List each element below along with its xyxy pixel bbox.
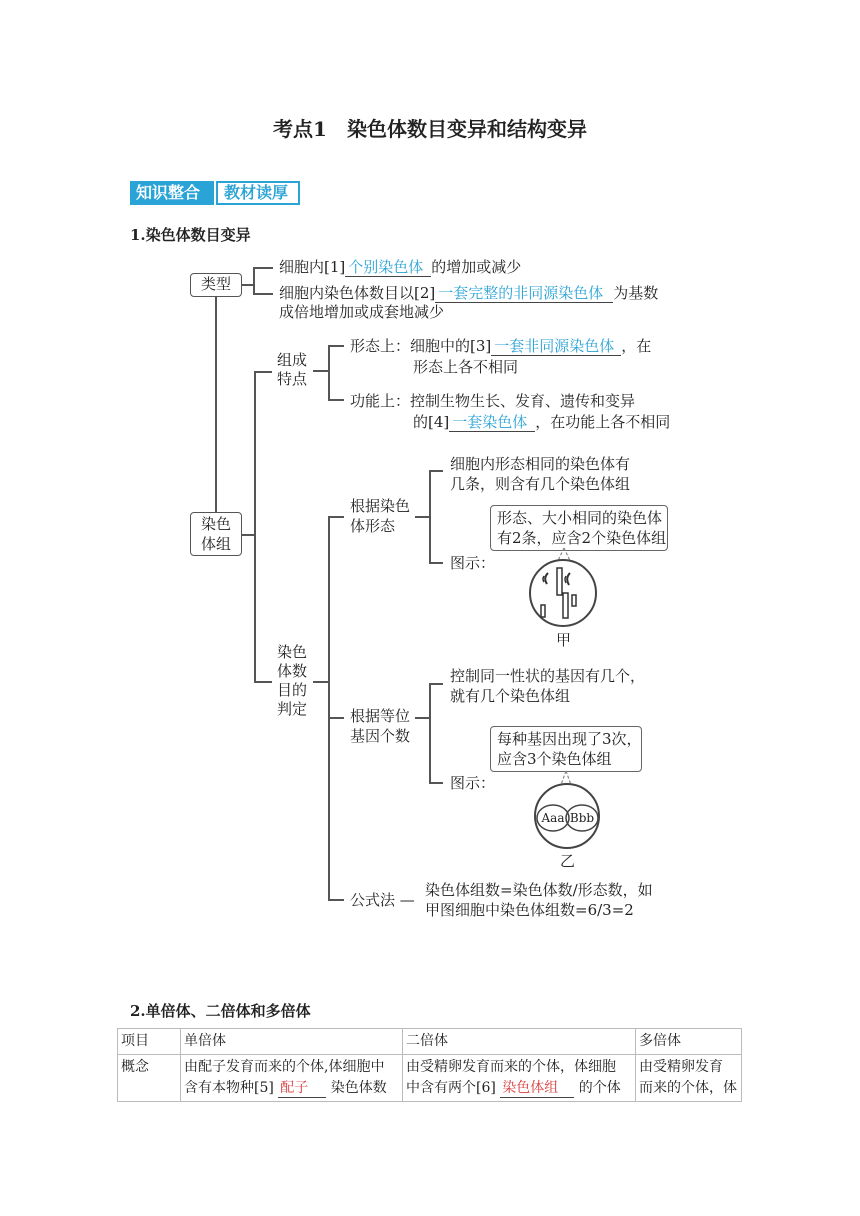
connector-line <box>429 470 431 564</box>
table-header-cell: 项目 <box>118 1029 181 1055</box>
morphology-pre: 形态上：细胞中的[3] <box>350 337 492 355</box>
connector-line <box>429 683 443 685</box>
morphology-line-1 <box>350 336 651 356</box>
diploid-post: 的个体 <box>578 1080 621 1096</box>
connector-line <box>328 717 344 719</box>
connector-line <box>241 534 254 536</box>
by-allele-label <box>350 706 410 746</box>
function-pre: 的[4] <box>413 413 450 431</box>
by-shape-label-2: 体形态 <box>350 517 396 535</box>
function-line-2 <box>413 412 670 432</box>
cell-a-label: 甲 <box>556 631 572 649</box>
type-line-3: 成倍地增加或成套地减少 <box>279 303 445 321</box>
formula-line-1: 染色体组数=染色体数/形态数，如 <box>425 881 653 899</box>
cell-a-diagram <box>520 545 610 627</box>
connector-line <box>313 681 329 683</box>
blank-2: 一套完整的非同源染色体 <box>435 284 613 303</box>
tag-knowledge: 知识整合 <box>130 181 214 205</box>
diploid-line-2 <box>406 1078 632 1099</box>
cell-b-label: 乙 <box>560 852 576 870</box>
judgement-label-2: 体数 <box>277 662 308 680</box>
connector-line <box>328 516 344 518</box>
type-line-1-post: 的增加或减少 <box>431 258 522 276</box>
polyploid-line-2: 而来的个体，体 <box>639 1080 737 1096</box>
blank-4: 一套染色体 <box>449 413 535 432</box>
connector-line <box>328 345 330 400</box>
chromosome-set-box-line2: 体组 <box>200 535 231 553</box>
formula-text <box>425 880 653 920</box>
shape-callout-1: 形态、大小相同的染色体 <box>497 509 663 527</box>
table-header-cell: 单倍体 <box>181 1029 403 1055</box>
ploidy-table <box>117 1028 742 1102</box>
morphology-post: ，在 <box>621 337 652 355</box>
diploid-pre: 中含有两个[6] <box>406 1080 496 1096</box>
judgement-label-1: 染色 <box>277 643 308 661</box>
table-header-cell: 多倍体 <box>636 1029 742 1055</box>
judgement-label-3: 目的 <box>277 681 308 699</box>
connector-line <box>254 681 272 683</box>
by-allele-label-1: 根据等位 <box>350 707 411 725</box>
table-row <box>118 1055 742 1102</box>
by-shape-label <box>350 496 410 536</box>
table-header-row <box>118 1029 742 1055</box>
connector-line <box>328 516 330 900</box>
formula-line-2: 甲图细胞中染色体组数=6/3=2 <box>425 901 634 919</box>
connector-line <box>328 399 344 401</box>
connector-line <box>253 293 273 295</box>
type-line-2-post: 为基数 <box>613 284 659 302</box>
connector-line <box>415 717 430 719</box>
type-line-1 <box>279 257 521 277</box>
section1-heading: 1.染色体数目变异 <box>130 226 251 244</box>
haploid-post: 染色体数 <box>330 1080 387 1096</box>
polyploid-cell <box>636 1055 742 1102</box>
blank-5: 配子 <box>278 1079 326 1098</box>
connector-line <box>253 267 273 269</box>
blank-1: 个别染色体 <box>345 258 431 277</box>
row-label: 概念 <box>118 1055 181 1102</box>
haploid-line-1: 由配子发育而来的个体,体细胞中 <box>184 1059 385 1075</box>
shape-rule-1: 细胞内形态相同的染色体有 <box>450 455 631 473</box>
shape-callout-2: 有2条，应含2个染色体组 <box>497 529 667 547</box>
allele-rule-2: 就有几个染色体组 <box>450 687 571 705</box>
haploid-pre: 含有本物种[5] <box>184 1080 274 1096</box>
page-title: 考点1 染色体数目变异和结构变异 <box>273 117 587 141</box>
type-line-2 <box>279 283 658 303</box>
section2-heading: 2.单倍体、二倍体和多倍体 <box>130 1002 311 1020</box>
composition-label <box>277 351 307 389</box>
allele-rule-1: 控制同一性状的基因有几个， <box>450 667 646 685</box>
diagram-label-1: 图示： <box>450 554 496 572</box>
diagram-label-2: 图示： <box>450 774 496 792</box>
judgement-label <box>277 643 307 719</box>
by-allele-label-2: 基因个数 <box>350 727 411 745</box>
judgement-label-4: 判定 <box>277 700 308 718</box>
function-post: ，在功能上各不相同 <box>535 413 671 431</box>
diploid-line-1: 由受精卵发育而来的个体，体细胞 <box>406 1059 616 1075</box>
diploid-cell <box>403 1055 636 1102</box>
type-line-2-pre: 细胞内染色体数目以[2] <box>279 284 436 302</box>
connector-line <box>429 470 443 472</box>
connector-line <box>429 782 443 784</box>
table-header-cell: 二倍体 <box>403 1029 636 1055</box>
connector-line <box>429 683 431 784</box>
type-line-1-pre: 细胞内[1] <box>279 258 346 276</box>
connector-line <box>415 516 430 518</box>
tag-textbook: 教材读厚 <box>216 181 300 205</box>
connector-line <box>313 370 329 372</box>
blank-3: 一套非同源染色体 <box>491 337 621 356</box>
function-line-1: 功能上：控制生物生长、发育、遗传和变异 <box>350 392 636 410</box>
composition-label-2: 特点 <box>277 370 308 388</box>
chromosome-set-box <box>190 512 242 556</box>
connector-line <box>429 562 443 564</box>
allele-callout-1: 每种基因出现了3次， <box>497 730 642 748</box>
connector-line <box>241 284 253 286</box>
connector-line <box>328 345 344 347</box>
allele-callout <box>490 726 642 772</box>
connector-line <box>328 899 344 901</box>
haploid-line-2 <box>184 1078 399 1099</box>
connector-line <box>215 296 217 513</box>
type-box: 类型 <box>190 273 242 297</box>
shape-rule <box>450 454 630 494</box>
connector-line <box>254 371 256 683</box>
connector-line <box>253 267 255 295</box>
formula-label: 公式法 — <box>350 891 415 909</box>
gene-bbb: Bbb <box>569 811 595 825</box>
blank-6: 染色体组 <box>500 1079 574 1098</box>
connector-line <box>254 371 272 373</box>
by-shape-label-1: 根据染色 <box>350 497 411 515</box>
morphology-line-2: 形态上各不相同 <box>413 358 519 376</box>
allele-callout-2: 应含3个染色体组 <box>497 750 612 768</box>
cell-b-diagram <box>525 768 611 850</box>
composition-label-1: 组成 <box>277 351 308 369</box>
polyploid-line-1: 由受精卵发育 <box>639 1059 723 1075</box>
gene-aaa: Aaa <box>541 811 565 825</box>
chromosome-set-box-line1: 染色 <box>200 515 231 533</box>
allele-rule <box>450 666 645 706</box>
shape-rule-2: 几条，则含有几个染色体组 <box>450 475 631 493</box>
haploid-cell <box>181 1055 403 1102</box>
